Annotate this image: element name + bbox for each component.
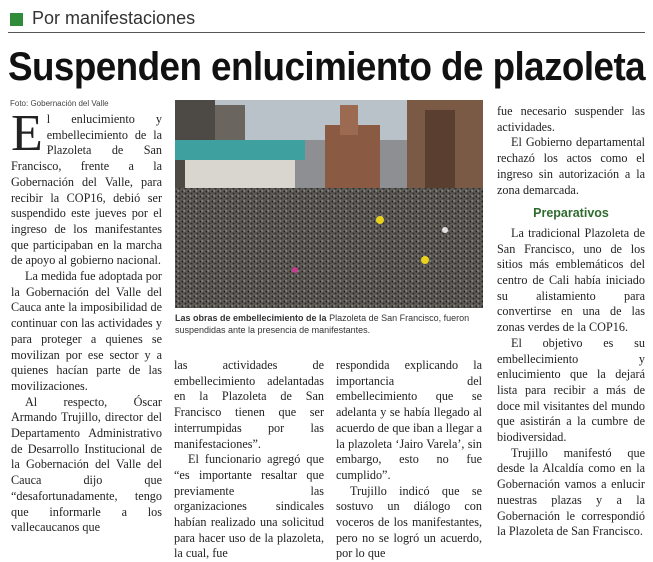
section-label: Por manifestaciones (32, 8, 196, 28)
article-column-3 (336, 358, 482, 562)
caption-text: Plazoleta de San Francisco, fueron suspendidas ante la presencia de manifestantes. (175, 313, 470, 335)
article-paragraph: La tradicional Plazoleta de San Francisco, uno de los sitios más emblemáticos del centro de Cali había iniciado su alistamiento para convertirse en una de las zonas verdes de la COP16. (497, 225, 645, 335)
article-paragraph: Trujillo indicó que se sostuvo un diálogo con voceros de los manifestantes, pero no se logró un acuerdo, por lo que (336, 483, 482, 561)
article-paragraph: las actividades de embellecimiento adelantadas en la Plazoleta de San Francisco tienen que ser interrumpidas por las manifestaciones”. (174, 358, 324, 451)
plaza-crowd-photo (175, 100, 483, 308)
article-paragraph: La medida fue adoptada por la Gobernación del Valle del Cauca ante la imposibilidad de continuar con las actividades y para proteger a quienes se movilizan por ese sector y a quienes hacían parte de las movilizaciones. (11, 269, 162, 393)
article-paragraph: El objetivo es su embellecimiento y enlucimiento que la dejará lista para recibir a más de doce mil visitantes del mundo que asistirán a la cumbre de biodiversidad. (497, 335, 645, 445)
caption-lead: Las obras de embellecimiento de la (175, 313, 327, 323)
article-paragraph: Trujillo manifestó que desde la Alcaldía como en la Gobernación vamos a enlucir nuestras plazas y a la Gobernación le correspondió la Plazoleta de San Francisco. (497, 445, 645, 539)
article-paragraph (11, 105, 162, 269)
news-photo (175, 100, 483, 308)
photo-caption (175, 312, 480, 336)
drop-cap: E (11, 105, 43, 162)
article-paragraph: El Gobierno departamental rechazó los actos como el ingreso sin autorización a la zona demarcada. (497, 135, 645, 197)
article-paragraph: fue necesario suspender las actividades. (497, 104, 645, 134)
article-column-4 (497, 104, 645, 540)
article-column-2 (174, 358, 324, 562)
section-marker-icon (10, 13, 23, 26)
section-kicker (8, 8, 645, 33)
paragraph-text: l enlucimiento y embellecimiento de la Plazoleta de San Francisco, frente a la Gobernación del Valle, para recibir la COP16, debió ser suspendido este jueves por el ingreso de los manifestantes que participaban en la marcha de apoyo al gobierno nacional. (11, 112, 162, 268)
article-paragraph: El funcionario agregó que “es importante resaltar que previamente las organizaciones sindicales habían realizado una solicitud para hacer uso de la plazoleta, la cual, fue (174, 452, 324, 561)
photo-credit: Foto: Gobernación del Valle (10, 99, 109, 108)
article-column-1 (11, 105, 162, 536)
headline: Suspenden enlucimiento de plazoleta (8, 45, 646, 89)
article-paragraph: respondida explicando la importancia del embellecimiento que se adelanta y se había llegado al acuerdo de que iban a llegar a la plazoleta ‘Jairo Varela’, sin embargo, esto no fue cumplido”. (336, 358, 482, 482)
article-paragraph: Al respecto, Óscar Armando Trujillo, director del Departamento Administrativo de Desarrollo Institucional de la Gobernación del Valle del Cauca dijo que “desafortunadamente, tengo que informarle a los vallecaucanos que (11, 394, 162, 535)
section-subhead: Preparativos (533, 206, 609, 221)
